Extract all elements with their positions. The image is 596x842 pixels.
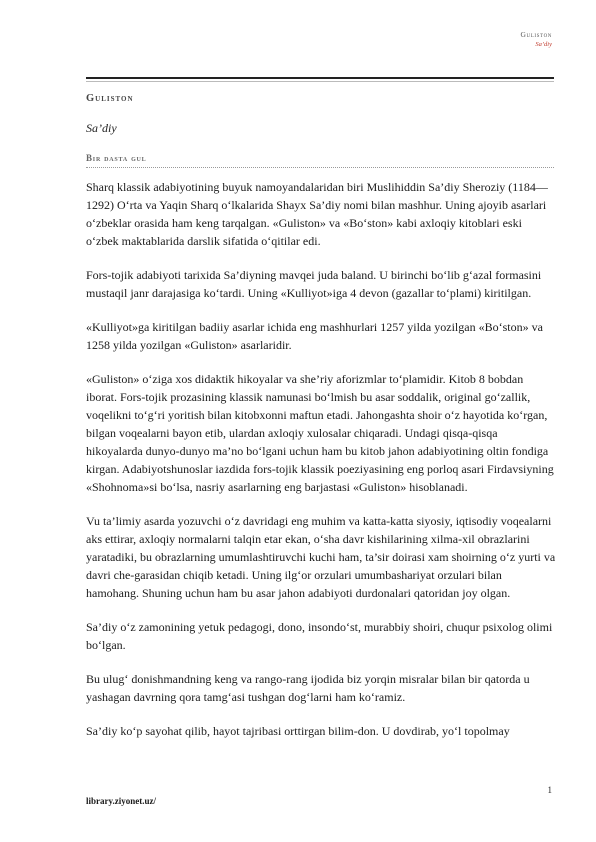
section-heading: Bir dasta gul	[86, 153, 147, 163]
section-divider	[86, 167, 554, 168]
running-head-title: Guliston	[520, 30, 552, 39]
paragraph: Vu ta’limiy asarda yozuvchi o‘z davridagi eng muhim va katta-katta siyosiy, iqtisodiy voqealarni aks ettirar, axloqiy normalarni talqin etar ekan, o‘sha davr kishilarining xilma-xil obrazlarini yaratadiki, bu obrazlarning umumlashtiruvchi kuchi ham, ta’sir doirasi xam shoirning o‘z yurti va davri che-garasidan chiqib ketadi. Uning ilg‘or orzulari umumbashariyat orzulari bilan hamohang. Shuning uchun ham bu asar jahon adabiyoti durdonalari qatoridan joy olgan.	[86, 514, 556, 600]
body-text	[86, 178, 556, 756]
header-rule	[86, 77, 554, 79]
paragraph: Sa’diy ko‘p sayohat qilib, hayot tajribasi orttirgan bilim-don. U dovdirab, yo‘l topolmay	[86, 724, 510, 738]
page-number: 1	[547, 785, 552, 795]
header-rule-thin	[86, 81, 554, 82]
running-head	[520, 30, 552, 50]
paragraph: «Kulliyot»ga kiritilgan badiiy asarlar ichida eng mashhurlari 1257 yilda yozilgan «Bo‘ston» va 1258 yilda yozilgan «Guliston» asarlaridir.	[86, 320, 543, 352]
paragraph: Bu ulug‘ donishmandning keng va rango-rang ijodida biz yorqin misralar bilan bir qatorda u yashagan davrning qora tamg‘asi tushgan dog‘larni ham ko‘ramiz.	[86, 672, 530, 704]
paragraph: Sharq klassik adabiyotining buyuk namoyandalaridan biri Muslihiddin Sa’diy Sheroziy (1184—1292) O‘rta va Yaqin Sharq o‘lkalarida Shayx Sa’diy nomi bilan mashhur. Uning ajoyib asarlari o‘zbeklar orasida ham keng tarqalgan. «Guliston» va «Bo‘ston» kabi axloqiy kitoblari eski o‘zbek maktablarida darslik sifatida o‘qitilar edi.	[86, 180, 548, 248]
paragraph: Sa’diy o‘z zamonining yetuk pedagogi, dono, insondo‘st, murabbiy shoiri, chuqur psixolog olimi bo‘lgan.	[86, 620, 553, 652]
running-head-author: Sa’diy	[535, 41, 552, 48]
footer-source-link[interactable]: library.ziyonet.uz/	[86, 796, 156, 806]
document-author: Sa’diy	[86, 121, 117, 135]
paragraph: «Guliston» o‘ziga xos didaktik hikoyalar va she’riy aforizmlar to‘plamidir. Kitob 8 bobdan iborat. Fors-tojik prozasining klassik namunasi bo‘lmish bu asar soddalik, original go‘zallik, voqelikni to‘g‘ri yoritish bilan kitobxonni maftun etadi. Jahongashta shoir o‘z hayotida ko‘rgan, bilgan voqealarni bayon etib, ulardan axloqiy xulosalar chiqaradi. Undagi qisqa-qisqa hikoyalarda dunyo-dunyo ma’no bo‘lgani uchun ham bu kitob jahon adabiyotining oltin fondiga kirgan. Adabiyotshunoslar iazdida fors-tojik klassik poeziyasining eng porloq asari Firdavsiyning «Shohnoma»si bo‘lsa, nasriy asarlarning eng barjastasi «Guliston» hisoblanadi.	[86, 372, 554, 494]
document-title: Guliston	[86, 93, 134, 104]
paragraph: Fors-tojik adabiyoti tarixida Sa’diyning mavqei juda baland. U birinchi bo‘lib g‘azal formasini mustaqil janr darajasiga ko‘tardi. Uning «Kulliyot»iga 4 devon (gazallar to‘plami) kiritilgan.	[86, 268, 542, 300]
